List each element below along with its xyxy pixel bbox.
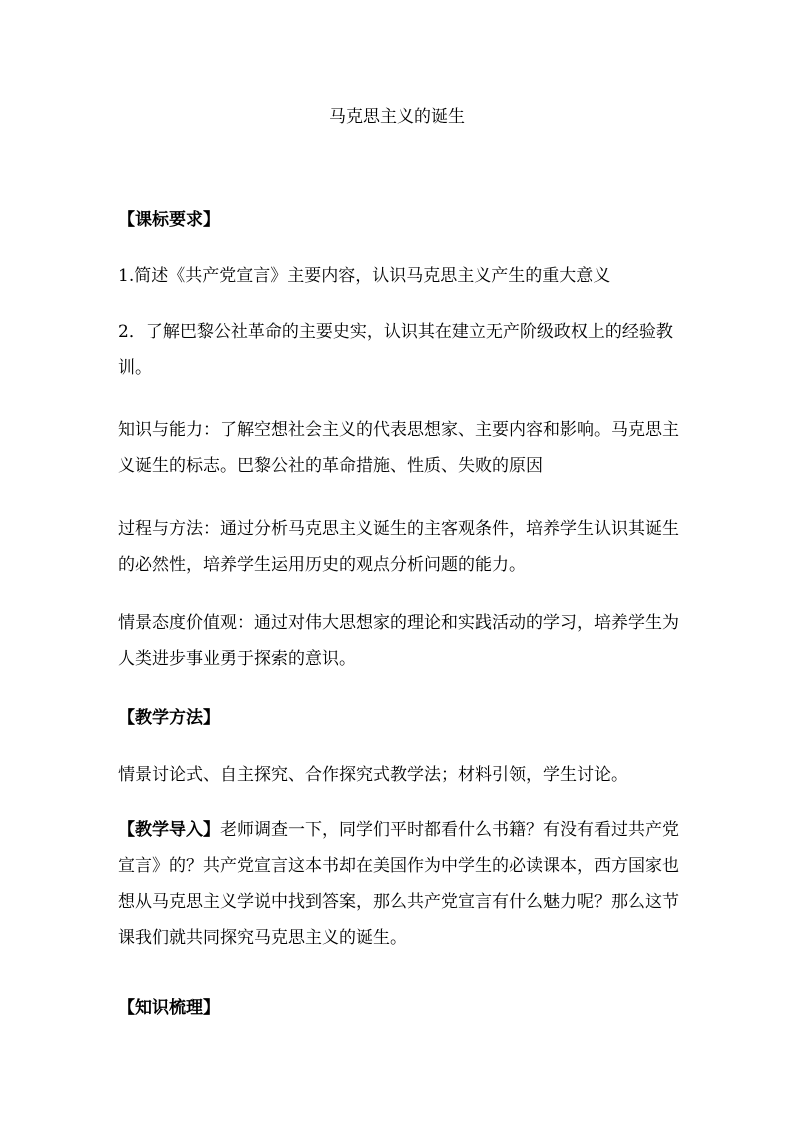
method-text: 情景讨论式、自主探究、合作探究式教学法；材料引领，学生讨论。 bbox=[118, 765, 628, 785]
intro-text: 老师调查一下，同学们平时都看什么书籍？有没有看过共产党宣言》的？共产党宣言这本书却在美国作为中学生的必读课本，西方国家也想从马克思主义学说中找到答案，那么共产党宣言有什么魅力呢？那么这节课我们就共同探究马克思主义的诞生。 bbox=[118, 820, 679, 948]
goal-knowledge: 知识与能力：了解空想社会主义的代表思想家、主要内容和影响。马克思主义诞生的标志。巴黎公社的革命措施、性质、失败的原因 bbox=[118, 420, 679, 476]
curriculum-item-1: 1.简述《共产党宣言》主要内容，认识马克思主义产生的重大意义 bbox=[118, 266, 611, 286]
curriculum-item-2: 2．了解巴黎公社革命的主要史实，认识其在建立无产阶级政权上的经验教训。 bbox=[118, 322, 673, 378]
section-heading-review: 【知识梳理】 bbox=[118, 998, 220, 1018]
intro-paragraph bbox=[118, 812, 684, 956]
section-heading-curriculum: 【课标要求】 bbox=[118, 210, 220, 230]
goal-emotion: 情景态度价值观：通过对伟大思想家的理论和实践活动的学习，培养学生为人类进步事业勇于探索的意识。 bbox=[118, 613, 679, 669]
section-heading-intro: 【教学导入】 bbox=[118, 820, 220, 840]
section-heading-method: 【教学方法】 bbox=[118, 708, 220, 728]
page-title: 马克思主义的诞生 bbox=[329, 107, 465, 127]
goal-process: 过程与方法：通过分析马克思主义诞生的主客观条件，培养学生认识其诞生的必然性，培养学生运用历史的观点分析问题的能力。 bbox=[118, 519, 679, 575]
